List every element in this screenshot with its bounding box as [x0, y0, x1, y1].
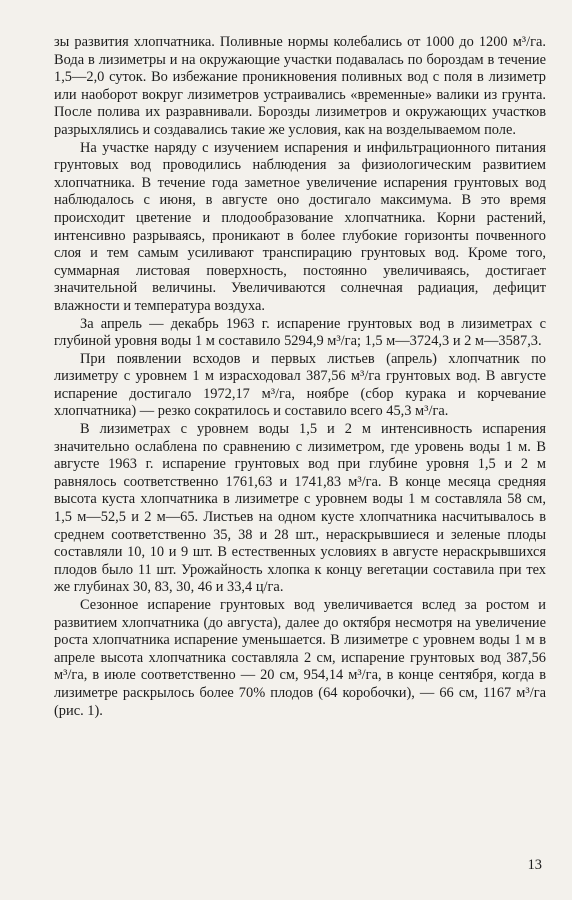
page-number: 13 [527, 857, 542, 873]
body-text [54, 34, 546, 720]
paragraph: При появлении всходов и первых листьев (апрель) хлопчатник по лизиметру с уровнем 1 м израсходовал 387,56 м³/га грунтовых вод. В августе испарение достигало 1972,17 м³/га, ноябре (сбор курака и корчевание хлопчатника) — резко сократилось и составило всего 45,3 м³/га. [54, 350, 546, 420]
paragraph: В лизиметрах с уровнем воды 1,5 и 2 м интенсивность испарения значительно ослаблена по сравнению с лизиметром, где уровень воды 1 м. В августе 1963 г. испарение грунтовых вод при глубине уровня 1,5 и 2 м равнялось соответственно 1761,63 и 1741,83 м³/га. В конце месяца средняя высота куста хлопчатника в лизиметре с уровнем воды 1 м составляла 58 см, 1,5 м—52,5 и 2 м—65. Листьев на одном кусте хлопчатника насчитывалось в среднем соответственно 35, 38 и 28 шт., нераскрывшиеся и зеленые плоды составляли 10, 10 и 9 шт. В естественных условиях в августе нераскрывшихся плодов было 11 шт. Урожайность хлопка к концу вегетации составила при тех же глубинах 30, 83, 30, 46 и 33,4 ц/га. [54, 421, 546, 596]
paragraph: Сезонное испарение грунтовых вод увеличивается вслед за ростом и развитием хлопчатника (до августа), далее до октября несмотря на увеличение роста хлопчатника испарение уменьшается. В лизиметре с уровнем воды 1 м в апреле высота хлопчатника составляла 2 см, испарение грунтовых вод 387,56 м³/га, в июле соответственно — 20 см, 954,14 м³/га, в конце сентября, когда в лизиметре раскрылось более 70% плодов (64 коробочки), — 66 см, 1167 м³/га (рис. 1). [54, 597, 546, 719]
paragraph: За апрель — декабрь 1963 г. испарение грунтовых вод в лизиметрах с глубиной уровня воды 1 м составило 5294,9 м³/га; 1,5 м—3724,3 и 2 м—3587,3. [54, 315, 546, 350]
paragraph-continuation: зы развития хлопчатника. Поливные нормы колебались от 1000 до 1200 м³/га. Вода в лизиметры и на окружающие участки подавалась по бороздам в течение 1,5—2,0 суток. Во избежание проникновения поливных вод с поля в лизиметр или наоборот вокруг лизиметров устраивались «временные» валики из грунта. После полива их разравнивали. Борозды лизиметров и окружающих участков разрыхлялись и создавались такие же условия, как на возделываемом поле. [54, 34, 546, 138]
paragraph: На участке наряду с изучением испарения и инфильтрационного питания грунтовых вод проводились наблюдения за физиологическим развитием хлопчатника. В течение года заметное увеличение испарения грунтовых вод наблюдалось с июня, в августе оно достигало максимума. В это время происходит цветение и плодообразование хлопчатника. Корни растений, интенсивно разрываясь, проникают в более глубокие горизонты почвенного слоя и тем самым усиливают транспирацию грунтовых вод. Кроме того, суммарная листовая поверхность, постоянно увеличиваясь, достигает значительной величины. Увеличиваются солнечная радиация, дефицит влажности и температура воздуха. [54, 139, 546, 314]
